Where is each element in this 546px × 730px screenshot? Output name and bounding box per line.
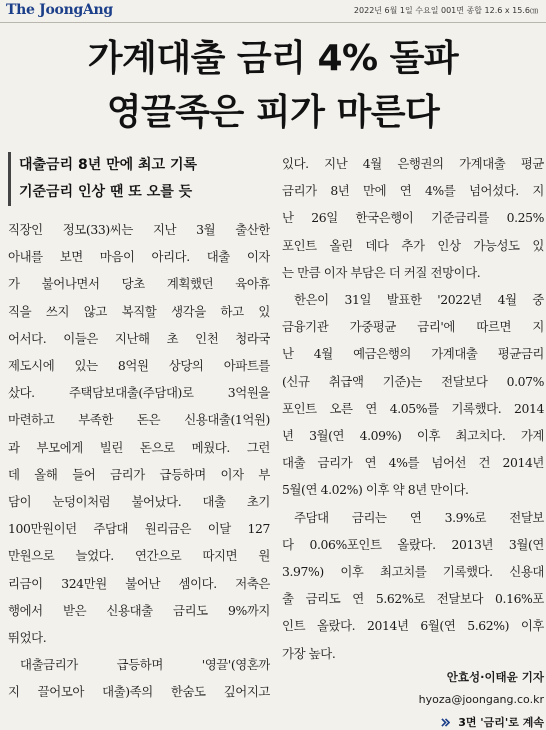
left-paragraph-2: [8, 651, 270, 705]
headline-line-1: 가계대출 금리 4% 돌파: [87, 38, 459, 79]
text-line: 3.97%) 이후 최고치를 기록했다. 신용대: [282, 564, 544, 580]
right-column: [282, 150, 544, 730]
masthead: [0, 0, 546, 23]
text-line: 가장 높다.: [282, 645, 336, 661]
text-line: 금리가 8년 만에 연 4%를 넘어섰다. 지: [282, 183, 544, 199]
text-line: 지 끌어모아 대출)족의 한숨도 깊어지고: [8, 684, 270, 700]
left-column: [8, 150, 270, 706]
text-line: 직을 쓰지 않고 복직할 생각을 하고 있: [8, 303, 270, 319]
text-line: 5월(연 4.02%) 이후 약 8년 만이다.: [282, 482, 469, 498]
subheadline-line-1: 대출금리 8년 만에 최고 기록: [19, 157, 198, 173]
text-line: 가 불어나면서 당초 계획했던 육아휴: [8, 276, 270, 292]
right-paragraph-1: [282, 150, 544, 286]
text-line: 대출금리가 급등하며 '영끌'(영혼까: [20, 657, 270, 673]
reporter-email: hyoza@joongang.co.kr: [418, 692, 544, 706]
text-line: 마련하고 부족한 돈은 신용대출(1억원): [8, 412, 270, 428]
right-paragraph-2: [282, 286, 544, 504]
text-line: 는 만큼 이자 부담은 더 커질 전망이다.: [282, 264, 481, 280]
text-line: 한은이 31일 발표한 '2022년 4월 중: [294, 292, 544, 308]
text-line: 대출 금리가 연 4%를 넘어선 건 2014년: [282, 455, 544, 471]
text-line: 데 올해 들어 금리가 급등하며 이자 부: [8, 466, 270, 482]
text-line: 아내를 보면 마음이 아리다. 대출 이자: [8, 249, 270, 265]
byline: 안효성·이태윤 기자: [446, 669, 544, 684]
text-line: 인트 올랐다. 2014년 6월(연 5.62%) 이후: [282, 618, 544, 634]
text-line: 난 26일 한국은행이 기준금리를 0.25%: [282, 210, 544, 226]
text-line: 어서다. 이들은 지난해 초 인천 청라국: [8, 330, 270, 346]
text-line: 직장인 정모(33)씨는 지난 3월 출산한: [8, 222, 270, 237]
text-line: 출 금리도 연 5.62%로 전달보다 0.16%포: [282, 591, 544, 607]
text-line: 행에서 받은 신용대출 금리도 9%까지: [8, 602, 270, 618]
text-line: 뛰었다.: [8, 630, 47, 646]
text-line: 포인트 올린 데다 추가 인상 가능성도 있: [282, 237, 544, 253]
continuation-text: 3면 '금리'로 계속: [458, 715, 544, 729]
issue-info: 2022년 6월 1일 수요일 001면 종합 12.6 x 15.6㎝: [353, 6, 538, 15]
text-line: 난 4월 예금은행의 가계대출 평균금리: [282, 346, 544, 362]
text-line: 샀다. 주택담보대출(주담대)로 3억원을: [8, 385, 270, 401]
text-line: 주담대 금리는 연 3.9%로 전달보: [294, 509, 544, 525]
subheadline-line-2: 기준금리 인상 땐 또 오를 듯: [19, 184, 193, 200]
text-line: 다 0.06%포인트 올랐다. 2013년 3월(연: [282, 536, 544, 552]
continuation-note: [282, 714, 544, 730]
text-line: 리금이 324만원 불어난 셈이다. 저축은: [8, 575, 270, 591]
text-line: 담이 눈덩이처럼 불어났다. 대출 초기: [8, 494, 270, 510]
left-paragraph-1: [8, 216, 270, 651]
subheadline: [8, 152, 270, 206]
text-line: 100만원이던 주담대 원리금은 이달 127: [8, 521, 270, 537]
text-line: 제도시에 있는 8억원 상당의 아파트를: [8, 358, 270, 374]
text-line: (신규 취급액 기준)는 전달보다 0.07%: [282, 373, 544, 389]
headline-line-2: 영끌족은 피가 마른다: [106, 92, 440, 133]
text-line: 년 3월(연 4.09%) 이후 최고치다. 가계: [282, 428, 544, 444]
right-paragraph-3: [282, 504, 544, 667]
text-line: 있다. 지난 4월 은행권의 가계대출 평균: [282, 156, 544, 171]
double-chevron-right-icon: [441, 716, 454, 729]
text-line: 만원으로 늘었다. 연간으로 따지면 원: [8, 548, 270, 564]
text-line: 과 부모에게 빌린 돈으로 메웠다. 그런: [8, 439, 270, 455]
text-line: 포인트 오른 연 4.05%를 기록했다. 2014: [282, 400, 544, 416]
newspaper-logo: The JoongAng: [6, 2, 113, 18]
text-line: 금융기관 가중평균 금리'에 따르면 지: [282, 319, 544, 335]
